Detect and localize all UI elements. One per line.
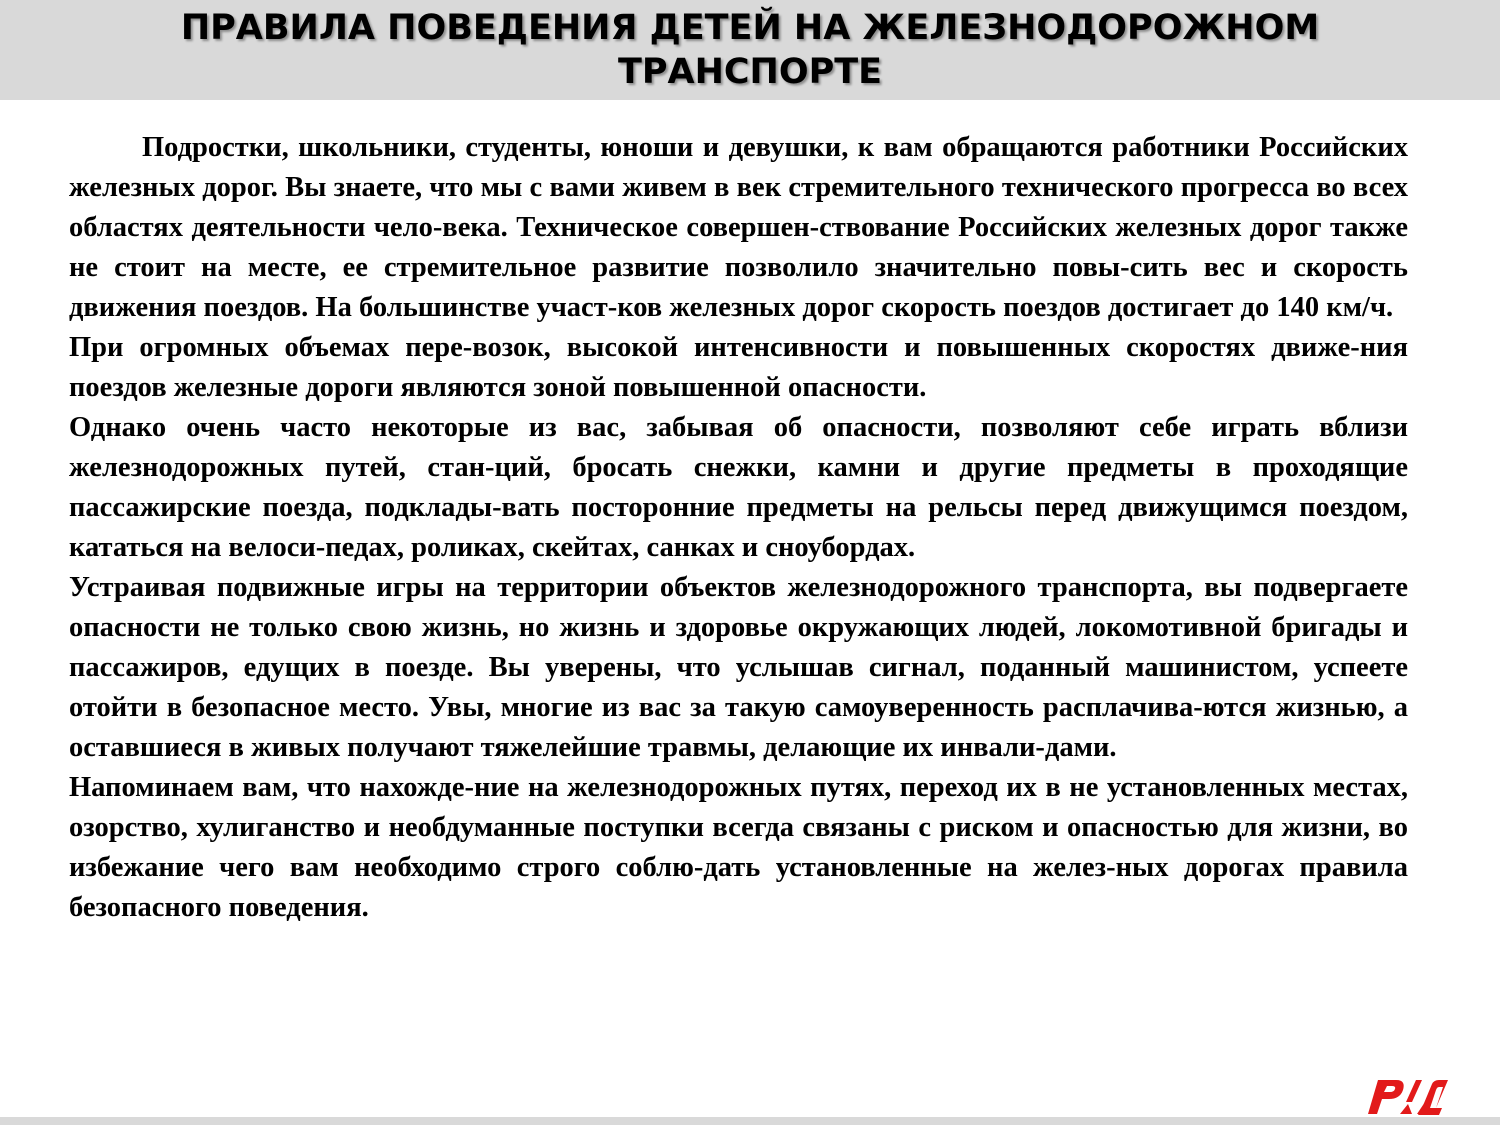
rzd-logo-icon [1362,1074,1450,1116]
page-title-line-1: ПРАВИЛА ПОВЕДЕНИЯ ДЕТЕЙ НА ЖЕЛЕЗНОДОРОЖНОМ [180,8,1320,48]
paragraph-intro: Подростки, школьники, студенты, юноши и девушки, к вам обращаются работники Российских железных дорог. Вы знаете, что мы с вами живем в век стремительного технического прогресса во всех областях деятельности чело-века. Техническое совершен-ствование Российских железных дорог также не стоит на месте, ее стремительное развитие позволило значительно повы-сить вес и скорость движения поездов. На большинстве участ-ков железных дорог скорость поездов достигает до 140 км/ч. [69,132,1408,323]
title-bar [0,0,1500,100]
paragraph-reminder: Напоминаем вам, что нахожде-ние на железнодорожных путях, переход их в не установленных местах, озорство, хулиганство и необдуманные поступки всегда связаны с риском и опасностью для жизни, во избежание чего вам необходимо строго соблю-дать установленные на желез-ных дорогах правила безопасного поведения. [69,772,1408,923]
paragraph-risky-behavior: Однако очень часто некоторые из вас, забывая об опасности, позволяют себе играть вблизи железнодорожных путей, стан-ций, бросать снежки, камни и другие предметы в проходящие пассажирские поезда, подклады-вать посторонние предметы на рельсы перед движущимся поездом, кататься на велоси-педах, роликах, скейтах, санках и сноубордах. [69,412,1408,563]
document-body [69,128,1408,928]
footer-bar [0,1117,1500,1125]
paragraph-danger-zone: При огромных объемах пере-возок, высокой интенсивности и повышенных скоростях движе-ния поездов железные дороги являются зоной повышенной опасности. [69,332,1408,403]
page-title [0,6,1500,94]
page-title-line-2: ТРАНСПОРТЕ [617,52,883,92]
paragraph-consequences: Устраивая подвижные игры на территории объектов железнодорожного транспорта, вы подвергаете опасности не только свою жизнь, но жизнь и здоровье окружающих людей, локомотивной бригады и пассажиров, едущих в поезде. Вы уверены, что услышав сигнал, поданный машинистом, успеете отойти в безопасное место. Увы, многие из вас за такую самоуверенность расплачива-ются жизнью, а оставшиеся в живых получают тяжелейшие травмы, делающие их инвали-дами. [69,572,1408,763]
